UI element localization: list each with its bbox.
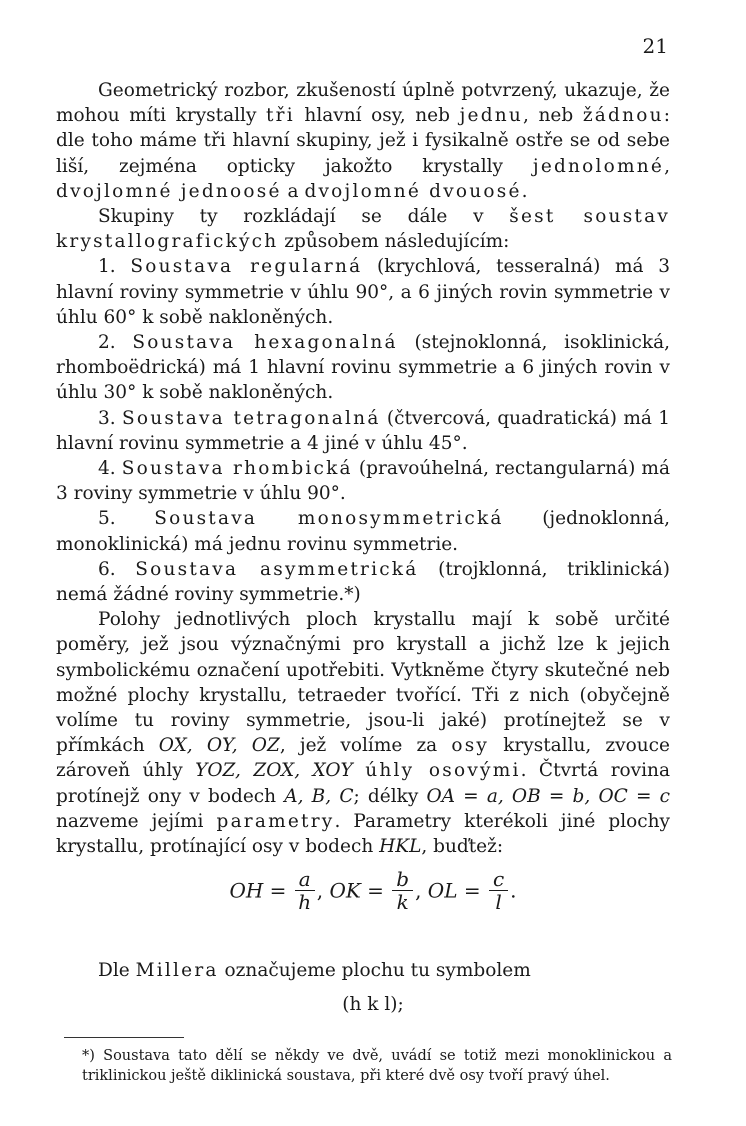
text-segment: jednu [459,105,524,127]
text-segment: 6. [98,558,136,580]
text-segment: (stejnoklonná, isoklinická, rhomboëdrická) má 1 hlavní rovinu symmetrie a 6 jiných rovin v úhlu 30° k sobě nakloněných. [56,332,670,404]
text-segment: . [521,180,528,202]
text-segment: Millera [135,960,219,981]
page-number: 21 [642,34,668,58]
text-segment: Soustava hexagonalná [132,332,398,354]
paragraph [56,406,670,456]
text-segment: jednolomné [532,155,665,177]
text-segment: osy [451,735,490,757]
text-segment: Polohy jednotlivých ploch krystallu mají k sobě určité poměry, jež jsou význačnými pro krystall a jichž lze k jejich symbolickému označení upotřebiti. Vytkněme čtyry skutečné neb možné plochy krystallu, tetraeder tvořící. Tři z nich (obyčejně volíme tu roviny symmetrie, jsou-li jaké) protínejtež se v přímkách [56,609,670,757]
text-segment: Skupiny ty rozkládají se dále v [98,206,510,228]
text-segment: : dle toho máme tři hlavní skupiny, jež i fysikalně ostře se od sebe liší, zejména opticky jakožto krystally [56,105,670,177]
text-segment: 4. [98,458,122,480]
text-segment: Geometrický rozbor, zkušeností úplně potvrzený, ukazuje, že mohou míti krystally [56,80,670,127]
paragraph [56,557,670,607]
text-segment: , neb [523,105,583,127]
text-segment: HKL [379,836,422,858]
formula-separator: . [510,878,517,903]
text-segment: Soustava asymmetrická [135,558,419,580]
text-segment: , [664,155,670,177]
paragraph [56,506,670,556]
formula-fraction [392,868,413,913]
text-segment: YOZ, ZOX, XOY [195,760,353,782]
formula-separator: , [316,878,330,903]
parameter-formula [0,868,746,913]
fraction-denominator: l [495,890,502,914]
text-segment: úhly osovými [365,760,521,782]
text-segment: (pravoúhelná, rectangularná) má 3 roviny symmetrie v úhlu 90°. [56,458,670,505]
text-segment: dvojlomné dvouosé [304,180,522,202]
fraction-numerator: b [392,868,413,891]
body-text [56,78,670,859]
formula-equals: = [263,878,293,903]
paragraph [56,204,670,254]
text-segment: 3. [98,407,122,429]
fraction-numerator: c [489,868,508,891]
miller-sentence [56,958,670,983]
text-segment: 2. [98,332,133,354]
fraction-denominator: k [396,890,409,914]
text-segment: . Čtvrtá rovina protínejž ony v bodech [56,760,670,807]
text-segment: , buďtež: [421,836,504,858]
fraction-numerator: a [295,868,315,891]
text-segment: . Parametry kterékoli jiné plochy krystallu, protínající osy v bodech [56,810,670,858]
paragraph [56,78,670,204]
text-segment: 5. [98,508,155,530]
formula-lhs: OL [427,878,458,903]
fraction-denominator: h [298,890,312,914]
text-segment: tři [265,105,295,127]
text-segment: A, B, C [284,785,354,807]
paragraph [56,456,670,506]
formula-fraction [489,868,508,913]
text-segment: Soustava rhombická [121,458,353,480]
text-segment: dvojlomné jednoosé [56,180,282,202]
text-segment: krystallu, zvouce zároveň úhly [56,735,670,782]
formula-equals: = [360,878,391,903]
text-segment: parametry [216,810,335,832]
formula-fraction [295,868,315,913]
text-segment: a [281,180,305,202]
text-segment: žádnou [582,105,664,127]
text-segment: , jež volíme za [279,735,452,757]
text-segment: Soustava tetragonalná [121,407,381,429]
text-segment: hlavní osy, neb [294,105,460,127]
text-segment: OX, OY, OZ [158,735,280,757]
formula-lhs: OK [329,878,361,903]
text-segment: Dle [98,960,136,981]
paragraph [56,607,670,859]
text-segment: (čtvercová, quadratická) má 1 hlavní rovinu symmetrie a 4 jiné v úhlu 45°. [56,407,670,454]
text-segment: OA = a, OB = b, OC = c [426,785,670,807]
formula-lhs: OH [229,878,264,903]
text-segment: Soustava monosymmetrická [154,508,504,530]
text-segment: šest soustav krystallografických [56,206,670,253]
text-segment: způsobem následujícím: [278,231,510,253]
formula-separator: , [415,878,428,903]
text-segment: ; délky [353,785,427,807]
paragraph [56,330,670,406]
text-segment: (krychlová, tesseralná) má 3 hlavní roviny symmetrie v úhlu 90°, a 6 jiných rovin symmetrie v úhlu 60° k sobě nakloněných. [56,256,670,328]
text-segment: označujeme plochu tu symbolem [218,960,531,981]
text-segment: nazveme jejími [56,810,217,832]
miller-symbol: (h k l); [342,994,404,1015]
paragraph [56,254,670,330]
text-segment [353,760,365,781]
footnote: *) Soustava tato dělí se někdy ve dvě, uvádí se totiž mezi monoklinickou a triklinickou ještě diklinická soustava, při které dvě osy tvoří pravý úhel. [82,1048,672,1084]
footnote-divider [64,1037,184,1038]
text-segment: Soustava regularná [130,256,363,278]
text-segment: (trojklonná, triklinická) nemá žádné roviny symmetrie.*) [56,558,670,606]
text-segment: 1. [98,256,131,278]
text-segment: (jednoklonná, monoklinická) má jednu rovinu symmetrie. [56,508,670,555]
formula-equals: = [457,878,487,903]
